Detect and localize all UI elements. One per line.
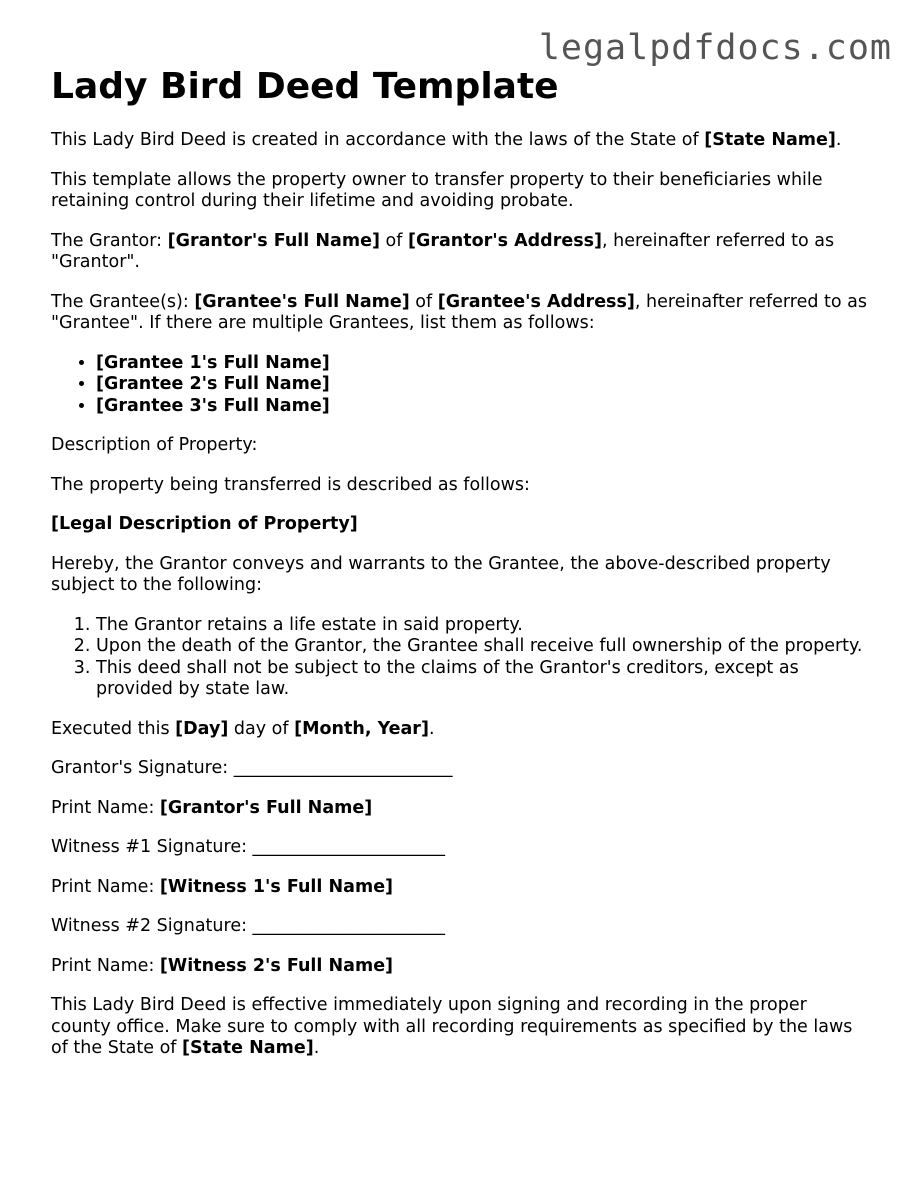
grantor-of: of bbox=[379, 230, 408, 251]
print-name-value: [Witness 1's Full Name] bbox=[159, 876, 394, 897]
print-name-label: Print Name: bbox=[51, 797, 160, 818]
conveyance-paragraph: Hereby, the Grantor conveys and warrants to the Grantee, the above-described property subject to the following: bbox=[51, 553, 831, 595]
grantor-suffix: , hereinafter referred to as "Grantor". bbox=[51, 230, 835, 272]
grantees-list bbox=[51, 353, 871, 418]
grantee-label: The Grantee(s): bbox=[51, 291, 195, 312]
month-year-placeholder: [Month, Year] bbox=[294, 718, 429, 739]
print-name-value: [Grantor's Full Name] bbox=[159, 797, 373, 818]
purpose-paragraph: This template allows the property owner to transfer property to their beneficiaries while retaining control during their lifetime and avoiding probate. bbox=[51, 169, 823, 211]
closing-paragraph bbox=[51, 995, 871, 1060]
list-item: 2. Upon the death of the Grantor, the Grantee shall receive full ownership of the property. bbox=[96, 636, 871, 658]
grantee-suffix: , hereinafter referred to as "Grantee". If there are multiple Grantees, list them as follows: bbox=[51, 291, 867, 333]
print-name-label: Print Name: bbox=[51, 876, 160, 897]
day-placeholder: [Day] bbox=[175, 718, 229, 739]
state-placeholder: [State Name] bbox=[704, 130, 836, 150]
legal-description-placeholder: [Legal Description of Property] bbox=[51, 514, 358, 534]
executed-prefix: Executed this bbox=[51, 718, 176, 739]
print-name-label: Print Name: bbox=[51, 955, 160, 976]
page-title: Lady Bird Deed Template bbox=[51, 66, 559, 107]
executed-middle: day of bbox=[228, 718, 295, 739]
grantee-paragraph bbox=[51, 292, 871, 335]
description-intro: The property being transferred is described as follows: bbox=[51, 474, 530, 495]
list-item: 3. This deed shall not be subject to the claims of the Grantor's creditors, except as provided by state law. bbox=[96, 658, 871, 701]
grantor-print-name bbox=[51, 798, 871, 820]
list-item: • [Grantee 3's Full Name] bbox=[96, 396, 871, 418]
grantee-of: of bbox=[409, 291, 438, 312]
witness2-print-name bbox=[51, 956, 871, 978]
grantor-address-placeholder: [Grantor's Address] bbox=[407, 230, 603, 251]
witness1-print-name bbox=[51, 877, 871, 899]
executed-paragraph bbox=[51, 719, 871, 741]
intro-text: This Lady Bird Deed is created in accordance with the laws of the State of bbox=[51, 130, 705, 150]
watermark: legalpdfdocs.com bbox=[538, 28, 892, 68]
print-name-value: [Witness 2's Full Name] bbox=[159, 955, 394, 976]
witness2-signature-line: Witness #2 Signature: ______________________ bbox=[51, 916, 446, 936]
legal-description-paragraph bbox=[51, 514, 871, 536]
intro-suffix: . bbox=[835, 130, 842, 150]
closing-suffix: . bbox=[313, 1038, 320, 1058]
grantor-name-placeholder: [Grantor's Full Name] bbox=[167, 230, 380, 251]
grantee-address-placeholder: [Grantee's Address] bbox=[437, 291, 635, 312]
intro-paragraph bbox=[51, 130, 871, 152]
list-item: 1. The Grantor retains a life estate in said property. bbox=[96, 615, 871, 637]
grantor-signature-line: Grantor's Signature: _________________________ bbox=[51, 758, 453, 778]
grantor-paragraph bbox=[51, 231, 871, 274]
executed-suffix: . bbox=[428, 718, 435, 739]
description-heading: Description of Property: bbox=[51, 435, 258, 455]
list-item: • [Grantee 1's Full Name] bbox=[96, 353, 871, 375]
document-body bbox=[51, 66, 871, 1078]
grantee-name-placeholder: [Grantee's Full Name] bbox=[194, 291, 410, 312]
grantor-label: The Grantor: bbox=[51, 230, 168, 251]
closing-text: This Lady Bird Deed is effective immediately upon signing and recording in the proper county office. Make sure to comply with all recording requirements as specified by the laws of the State of bbox=[51, 995, 853, 1058]
witness1-signature-line: Witness #1 Signature: ______________________ bbox=[51, 837, 446, 857]
state-placeholder: [State Name] bbox=[182, 1038, 314, 1058]
list-item: • [Grantee 2's Full Name] bbox=[96, 374, 871, 396]
conditions-list bbox=[51, 615, 871, 701]
